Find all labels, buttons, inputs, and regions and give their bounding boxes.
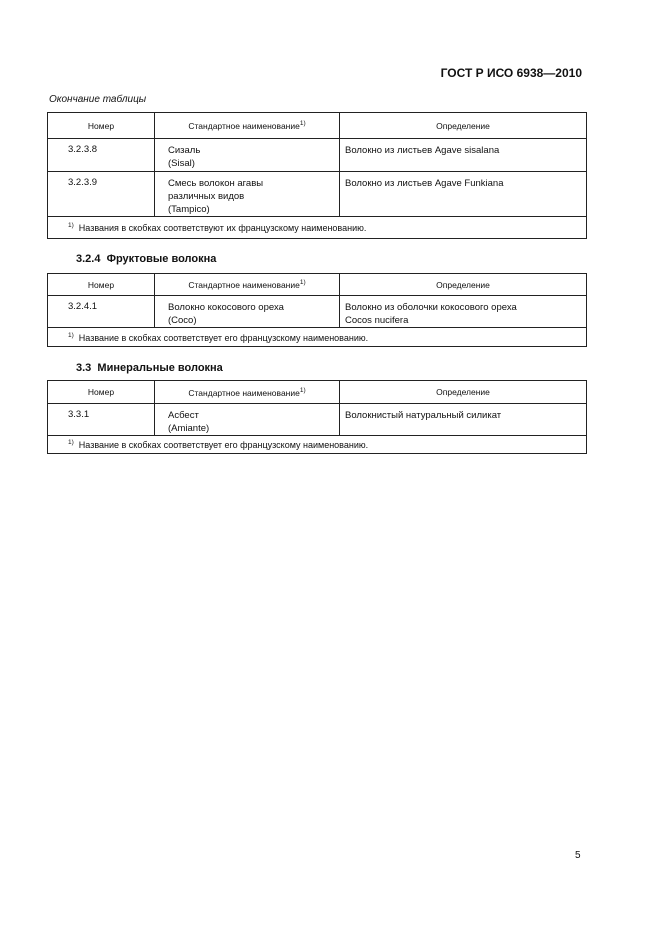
row-standard-name xyxy=(155,404,340,436)
column-header-definition: Определение xyxy=(340,381,587,404)
name-line: (Tampico) xyxy=(168,204,210,215)
table-footnote-row xyxy=(48,328,587,347)
row-standard-name xyxy=(155,172,340,217)
table-header-row xyxy=(48,274,587,296)
column-header-definition: Определение xyxy=(340,113,587,139)
column-header-number: Номер xyxy=(48,274,155,296)
footnote-mark: 1) xyxy=(68,222,74,229)
table-row xyxy=(48,139,587,172)
column-header-name-label: Стандартное наименование xyxy=(188,279,300,290)
definition-line: Волокно из листьев Agave Funkiana xyxy=(345,178,504,189)
document-code-header: ГОСТ Р ИСО 6938—2010 xyxy=(440,66,582,80)
name-line: различных видов xyxy=(168,191,245,202)
definition-line: Cocos nucifera xyxy=(345,315,409,326)
section-number: 3.3 xyxy=(76,362,92,374)
section-heading-fruit-fibers xyxy=(76,253,216,265)
table-row xyxy=(48,172,587,217)
section-title: Минеральные волокна xyxy=(97,362,223,374)
row-number: 3.3.1 xyxy=(48,404,155,436)
name-line: Сизаль xyxy=(168,145,201,156)
row-standard-name xyxy=(155,296,340,328)
table-row xyxy=(48,404,587,436)
row-standard-name xyxy=(155,139,340,172)
fibers-table-continuation xyxy=(47,112,587,239)
column-header-name xyxy=(155,113,340,139)
column-header-name xyxy=(155,381,340,404)
section-heading-mineral-fibers xyxy=(76,362,223,374)
name-line: Смесь волокон агавы xyxy=(168,178,264,189)
table-footnote xyxy=(48,217,587,239)
name-line: (Amiante) xyxy=(168,423,210,434)
table-continuation-caption: Окончание таблицы xyxy=(49,94,147,105)
section-title: Фруктовые волокна xyxy=(106,253,217,265)
footnote-mark: 1) xyxy=(299,386,306,394)
column-header-name-label: Стандартное наименование xyxy=(188,387,300,398)
fruit-fibers-table xyxy=(47,273,587,347)
page-number: 5 xyxy=(575,850,581,861)
footnote-mark: 1) xyxy=(68,439,74,446)
table-footnote-row xyxy=(48,436,587,454)
column-header-name xyxy=(155,274,340,296)
name-line: Волокно кокосового ореха xyxy=(168,302,284,313)
section-number: 3.2.4 xyxy=(76,253,101,265)
definition-line: Волокно из оболочки кокосового ореха xyxy=(345,302,517,313)
footnote-text: Название в скобках соответствует его французскому наименованию. xyxy=(78,332,369,343)
footnote-text: Названия в скобках соответствуют их французскому наименованию. xyxy=(78,223,367,233)
footnote-text: Название в скобках соответствует его французскому наименованию. xyxy=(78,440,369,450)
name-line: Асбест xyxy=(168,410,199,421)
name-line: (Sisal) xyxy=(168,158,195,169)
table-header-row xyxy=(48,381,587,404)
row-number: 3.2.3.9 xyxy=(48,172,155,217)
mineral-fibers-table xyxy=(47,380,587,454)
row-number: 3.2.3.8 xyxy=(48,139,155,172)
name-line: (Coco) xyxy=(168,315,197,326)
table-footnote-row xyxy=(48,217,587,239)
row-number: 3.2.4.1 xyxy=(48,296,155,328)
footnote-mark: 1) xyxy=(68,331,74,339)
definition-line: Волокнистый натуральный силикат xyxy=(345,410,502,421)
row-definition xyxy=(340,296,587,328)
column-header-number: Номер xyxy=(48,381,155,404)
table-header-row xyxy=(48,113,587,139)
table-row xyxy=(48,296,587,328)
definition-line: Волокно из листьев Agave sisalana xyxy=(345,145,500,156)
footnote-mark: 1) xyxy=(299,120,306,128)
column-header-number: Номер xyxy=(48,113,155,139)
table-footnote xyxy=(48,328,587,347)
column-header-definition: Определение xyxy=(340,274,587,296)
table-footnote xyxy=(48,436,587,454)
row-definition xyxy=(340,404,587,436)
row-definition xyxy=(340,172,587,217)
footnote-mark: 1) xyxy=(299,279,306,287)
row-definition xyxy=(340,139,587,172)
column-header-name-label: Стандартное наименование xyxy=(188,120,300,131)
